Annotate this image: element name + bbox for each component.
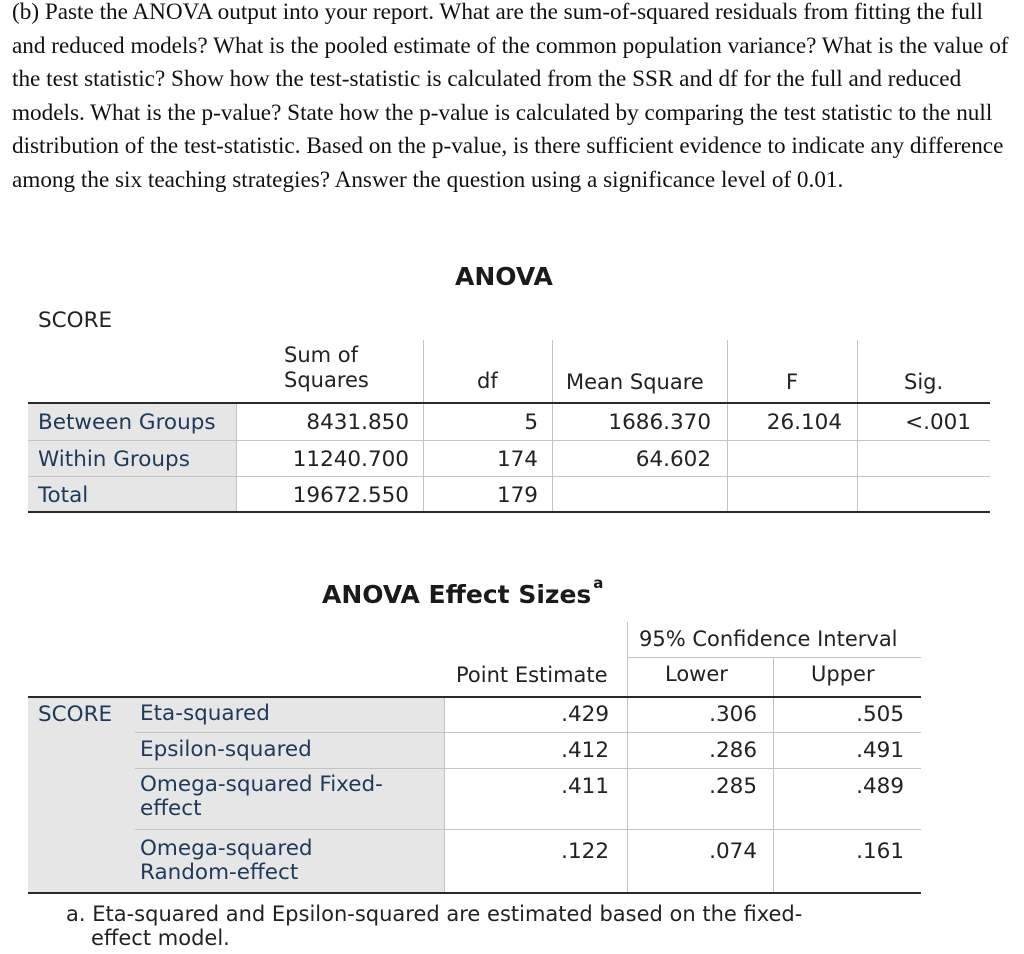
header-df: df [477, 369, 498, 393]
lower-value: .286 [709, 738, 757, 763]
footnote: a. Eta-squared and Epsilon-squared are estimated based on the fixed- effect model. [66, 902, 803, 950]
point-estimate: .122 [561, 839, 609, 864]
header-f: F [786, 370, 799, 394]
ms-value: 64.602 [635, 447, 711, 472]
row-label: Total [38, 483, 89, 508]
header-upper: Upper [811, 662, 875, 686]
header-point-estimate: Point Estimate [456, 663, 608, 687]
ms-value: 1686.370 [608, 410, 711, 435]
anova-variable: SCORE [38, 308, 113, 333]
point-estimate: .412 [561, 738, 609, 763]
df-value: 179 [496, 483, 538, 508]
footnote-marker: a [593, 574, 604, 592]
header-sig: Sig. [904, 370, 944, 394]
effect-variable: SCORE [38, 702, 113, 727]
effect-row-label: Omega-squared Fixed- effect [140, 772, 383, 821]
lower-value: .306 [709, 702, 757, 727]
point-estimate: .429 [561, 702, 609, 727]
ss-value: 8431.850 [306, 410, 409, 435]
upper-value: .489 [856, 774, 904, 799]
upper-value: .505 [856, 702, 904, 727]
effect-row-label: Omega-squared Random-effect [140, 836, 313, 885]
f-value: 26.104 [766, 410, 842, 435]
row-label: Within Groups [38, 447, 190, 472]
row-label: Between Groups [38, 410, 216, 435]
question-text: (b) Paste the ANOVA output into your report. What are the sum-of-squared residuals from fitting the full and reduced models? What is the pooled estimate of the common population variance? What is the value of the test statistic? Show how the test-statistic is calculated from the SSR and df for the full and reduced models. What is the p-value? State how the p-value is calculated by comparing the test statistic to the null distribution of the test-statistic. Based on the p-value, is there sufficient evidence to indicate any difference among the six teaching strategies? Answer the question using a significance level of 0.01. [12, 0, 1009, 193]
point-estimate: .411 [561, 774, 609, 799]
lower-value: .074 [709, 839, 757, 864]
df-value: 174 [496, 447, 538, 472]
ss-value: 19672.550 [292, 483, 409, 508]
header-mean-square: Mean Square [566, 370, 704, 394]
ss-value: 11240.700 [292, 447, 409, 472]
header-sum-of-squares: Sum of Squares [284, 343, 369, 392]
anova-title: ANOVA [455, 262, 553, 291]
sig-value: <.001 [905, 410, 971, 435]
df-value: 5 [524, 410, 538, 435]
effect-row-label: Epsilon-squared [140, 737, 312, 762]
effect-title: ANOVA Effect Sizes $^a$ [322, 574, 604, 609]
upper-value: .491 [856, 738, 904, 763]
lower-value: .285 [709, 774, 757, 799]
effect-row-label: Eta-squared [140, 701, 270, 726]
upper-value: .161 [856, 839, 904, 864]
header-lower: Lower [665, 662, 728, 686]
ci-header: 95% Confidence Interval [639, 627, 898, 651]
